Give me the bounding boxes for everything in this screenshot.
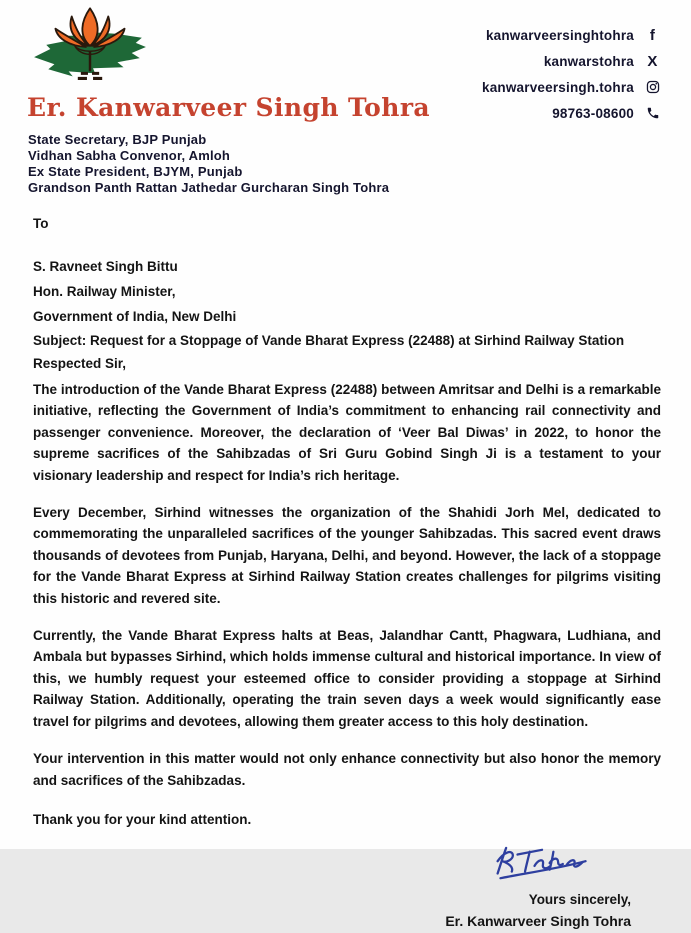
phone-icon bbox=[644, 106, 661, 120]
x-twitter-icon: X bbox=[647, 52, 658, 70]
recipient-address: Government of India, New Delhi bbox=[33, 309, 237, 324]
paragraph-1: The introduction of the Vande Bharat Express (22488) between Amritsar and Delhi is a remarkable initiative, reflecting the Government of India’s commitment to enhancing rail connectivity and passenger convenience. Moreover, the declaration of ‘Veer Bal Diwas’ in 2022, to honor the supreme sacrifices of the Sahibzadas of Sri Guru Gobind Singh Ji is a testament to your visionary leadership and respect for India’s rich heritage. bbox=[33, 382, 661, 483]
paragraph-4: Your intervention in this matter would not only enhance connectivity but also honor the memory and sacrifices of the Sahibzadas. bbox=[33, 751, 661, 788]
facebook-handle: kanwarveersinghtohra bbox=[485, 27, 634, 43]
social-row-phone bbox=[482, 100, 661, 126]
designation-line: Ex State President, BJYM, Punjab bbox=[28, 164, 243, 179]
recipient-name: S. Ravneet Singh Bittu bbox=[33, 259, 178, 274]
letterhead-name: Er. Kanwarveer Singh Tohra bbox=[27, 93, 430, 122]
social-row-instagram bbox=[482, 74, 661, 100]
paragraph-3: Currently, the Vande Bharat Express halts at Beas, Jalandhar Cantt, Phagwara, Ludhiana, and Ambala but bypasses Sirhind, which holds immense cultural and historical importance. In view of this, we humbly request your esteemed office to consider providing a stoppage at Sirhind Railway Station. Additionally, operating the train seven days a week would significantly ease travel for pilgrims and devotees, allowing them greater access to this holy destination. bbox=[33, 628, 661, 729]
paragraph-2: Every December, Sirhind witnesses the organization of the Shahidi Jorh Mel, dedicated to commemorating the unparalleled sacrifices of the younger Sahibzadas. This sacred event draws thousands of devotees from Punjab, Haryana, Delhi, and beyond. However, the lack of a stoppage for the Vande Bharat Express at Sirhind Railway Station creates challenges for pilgrims visiting this historic and revered site. bbox=[33, 505, 661, 606]
instagram-handle: kanwarveersingh.tohra bbox=[481, 79, 634, 95]
social-row-facebook bbox=[482, 22, 661, 48]
to-label: To bbox=[33, 216, 49, 231]
bjp-lotus-logo bbox=[28, 4, 152, 96]
recipient-block bbox=[33, 254, 661, 329]
designation-line: State Secretary, BJP Punjab bbox=[28, 132, 207, 147]
letterhead-designations bbox=[28, 132, 389, 196]
handwritten-signature bbox=[491, 841, 595, 887]
social-row-x bbox=[482, 48, 661, 74]
salutation: Respected Sir, bbox=[33, 356, 127, 371]
closing: Yours sincerely, bbox=[528, 891, 631, 907]
designation-line: Grandson Panth Rattan Jathedar Gurcharan Singh Tohra bbox=[28, 180, 390, 195]
signatory-name: Er. Kanwarveer Singh Tohra bbox=[445, 912, 631, 929]
facebook-icon: f bbox=[649, 26, 656, 44]
instagram-icon bbox=[644, 80, 661, 94]
letter-body bbox=[33, 216, 661, 933]
phone-number: 98763-08600 bbox=[552, 105, 634, 121]
recipient-designation: Hon. Railway Minister, bbox=[33, 284, 176, 299]
x-handle: kanwarstohra bbox=[543, 53, 634, 69]
social-links bbox=[482, 22, 661, 126]
signature-block bbox=[33, 841, 661, 933]
subject-line: Subject: Request for a Stoppage of Vande Bharat Express (22488) at Sirhind Railway Station bbox=[33, 333, 625, 348]
thanks-line: Thank you for your kind attention. bbox=[33, 811, 252, 827]
designation-line: Vidhan Sabha Convenor, Amloh bbox=[28, 148, 231, 163]
